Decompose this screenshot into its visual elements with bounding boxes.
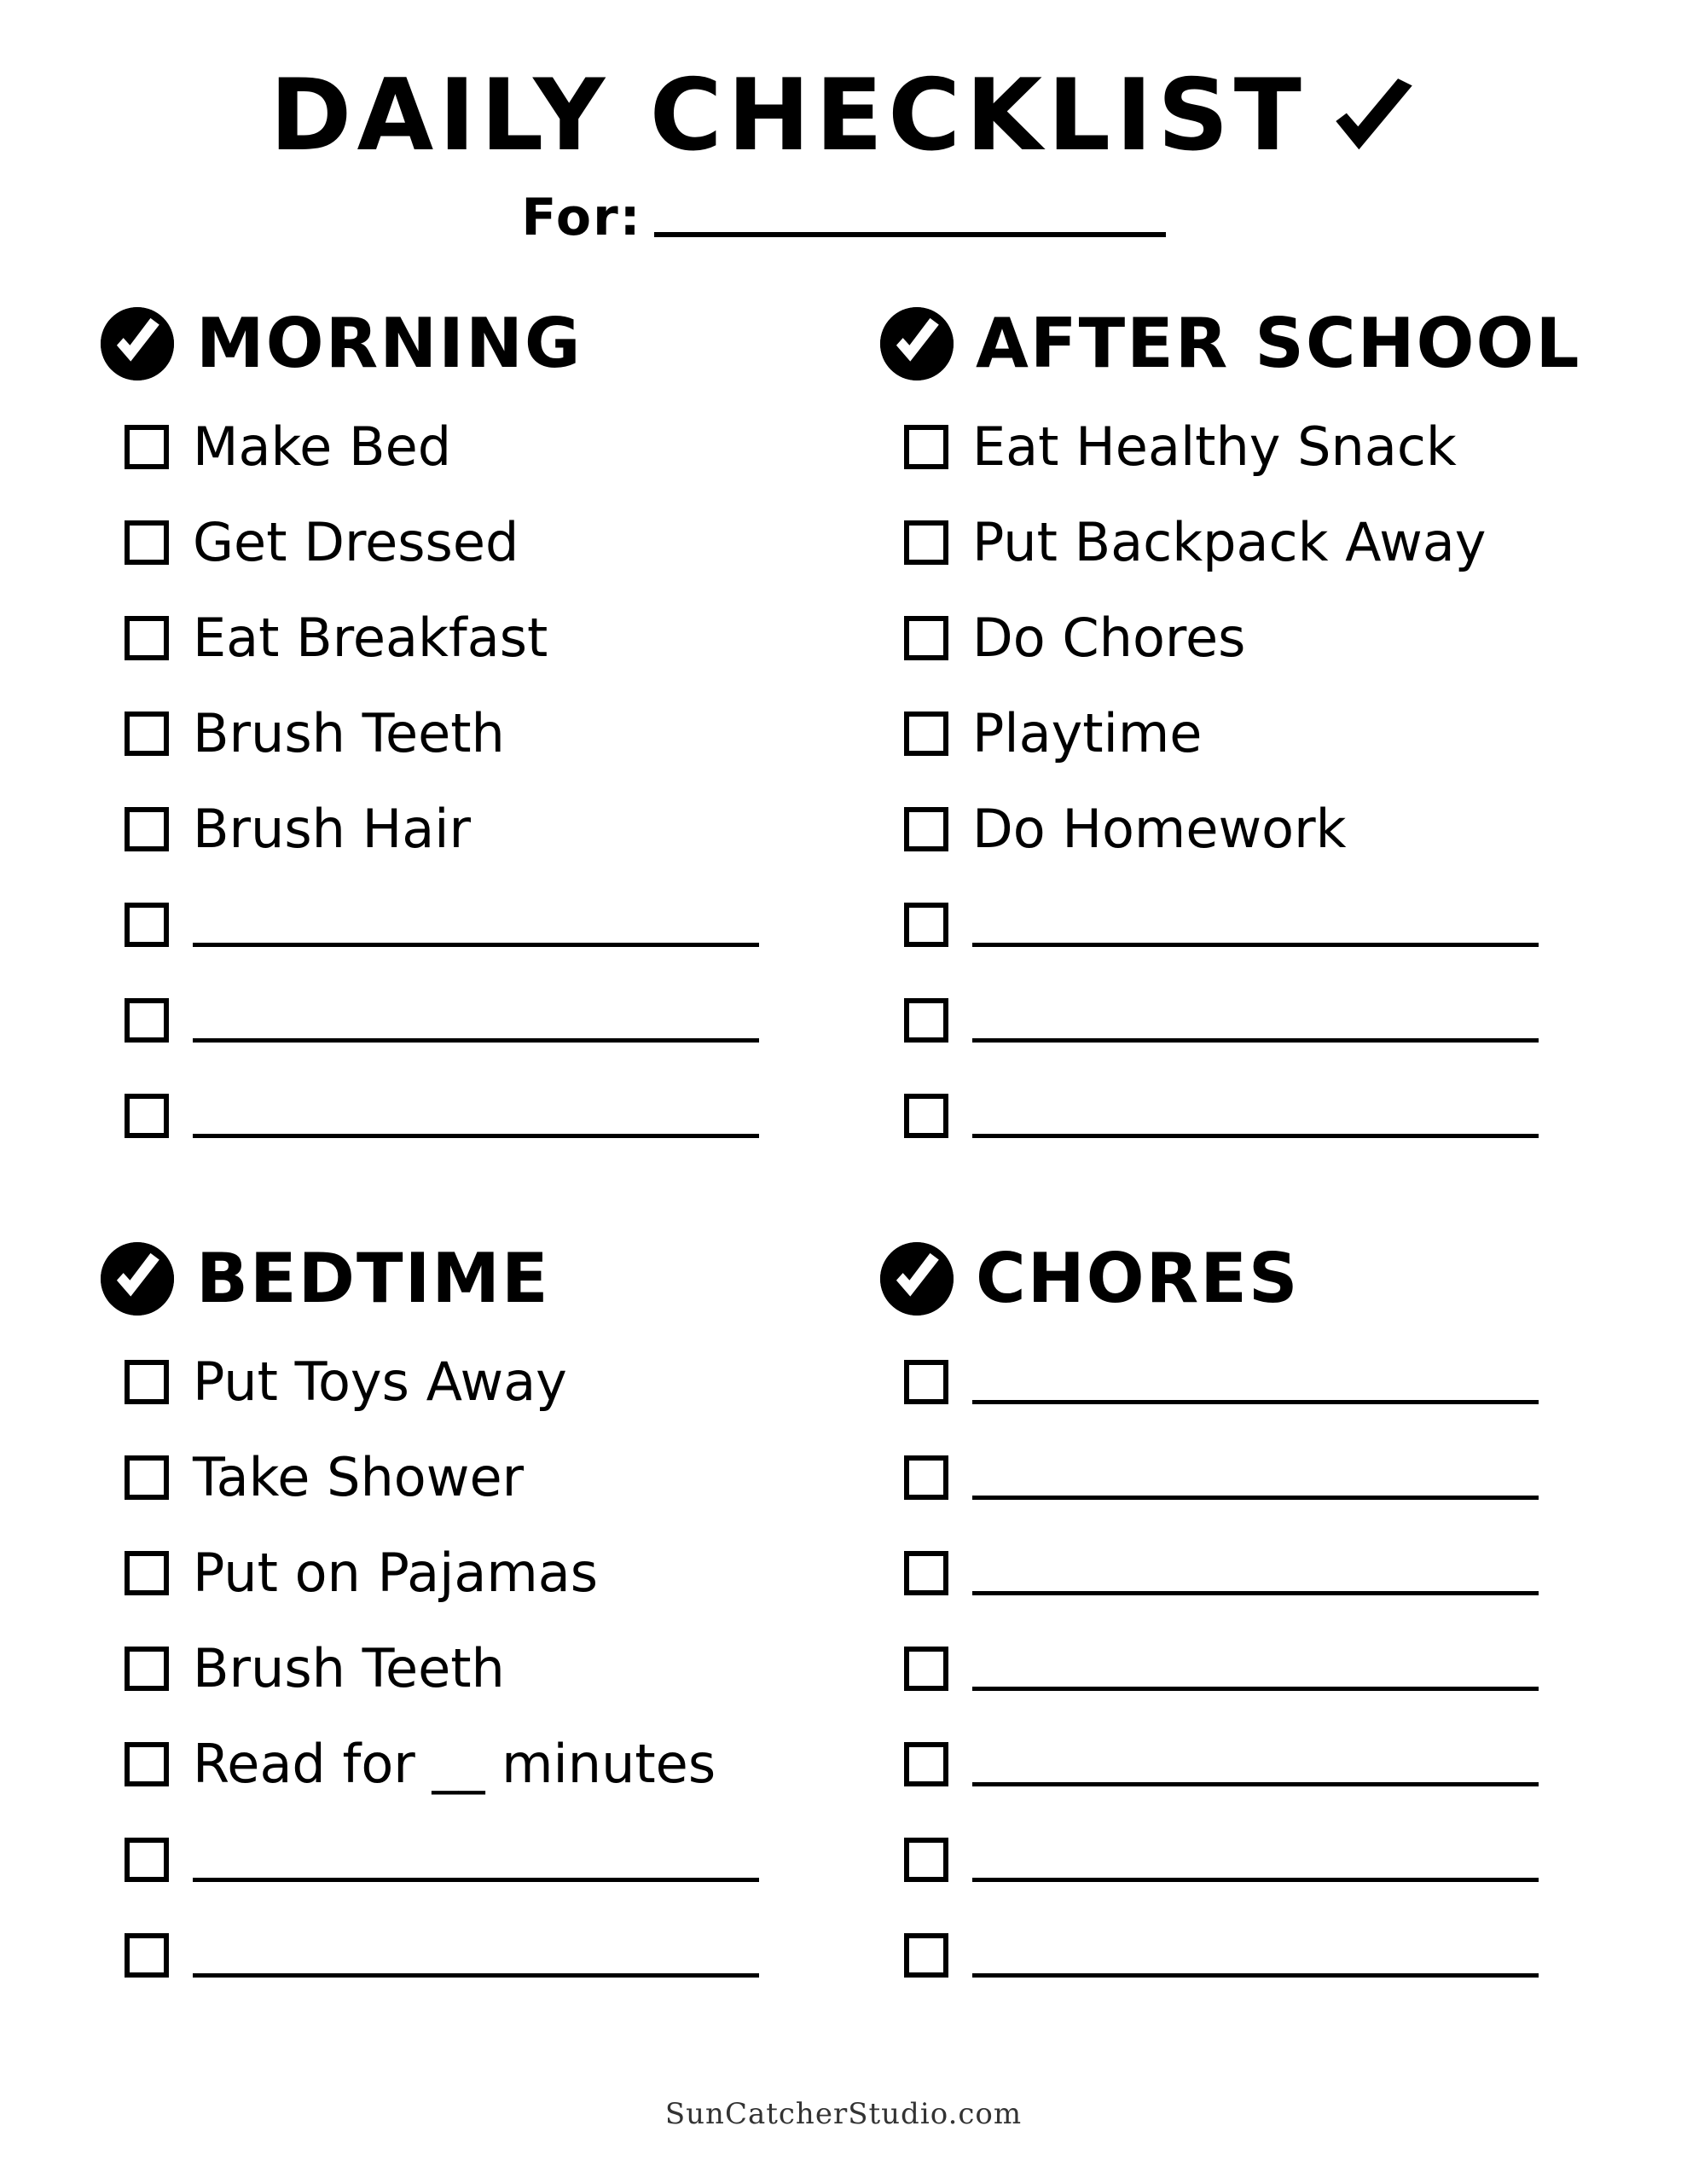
list-item[interactable] — [85, 1430, 822, 1525]
item-label: Put on Pajamas — [193, 1542, 599, 1605]
sections-grid — [85, 304, 1602, 2003]
list-item-blank[interactable] — [865, 1430, 1602, 1525]
checkbox[interactable] — [125, 1742, 169, 1786]
checkbox[interactable] — [904, 520, 948, 565]
checkbox[interactable] — [125, 998, 169, 1043]
items-morning — [85, 399, 822, 1164]
section-title: AFTER SCHOOL — [976, 304, 1581, 383]
section-header-morning — [85, 304, 822, 383]
items-bedtime — [85, 1334, 822, 2003]
list-item[interactable] — [85, 686, 822, 781]
list-item-blank[interactable] — [865, 1525, 1602, 1621]
list-item-blank[interactable] — [865, 973, 1602, 1068]
item-label: Read for __ minutes — [193, 1733, 716, 1796]
items-after-school — [865, 399, 1602, 1164]
list-item[interactable] — [85, 1525, 822, 1621]
write-in-line[interactable] — [972, 1968, 1539, 1978]
item-label: Put Backpack Away — [972, 511, 1487, 574]
check-circle-icon — [101, 307, 174, 380]
checkbox[interactable] — [904, 1742, 948, 1786]
page-title: DAILY CHECKLIST — [270, 58, 1307, 173]
title-row — [85, 58, 1602, 173]
list-item-blank[interactable] — [85, 1068, 822, 1164]
list-item-blank[interactable] — [865, 877, 1602, 973]
list-item[interactable] — [85, 399, 822, 495]
checkbox[interactable] — [904, 1551, 948, 1595]
checkbox[interactable] — [125, 1094, 169, 1138]
item-label: Eat Breakfast — [193, 607, 548, 670]
list-item[interactable] — [865, 495, 1602, 590]
list-item[interactable] — [85, 1621, 822, 1716]
item-label: Get Dressed — [193, 511, 519, 574]
for-label: For: — [521, 188, 642, 247]
check-mark-icon — [1329, 77, 1417, 166]
list-item[interactable] — [865, 781, 1602, 877]
checkbox[interactable] — [125, 1551, 169, 1595]
checkbox[interactable] — [904, 1838, 948, 1882]
checkbox[interactable] — [125, 1647, 169, 1691]
section-title: BEDTIME — [196, 1239, 550, 1318]
checkbox[interactable] — [904, 1933, 948, 1978]
section-bedtime — [85, 1239, 822, 2003]
checkbox[interactable] — [125, 903, 169, 947]
list-item[interactable] — [85, 495, 822, 590]
checkbox[interactable] — [904, 616, 948, 660]
list-item[interactable] — [85, 590, 822, 686]
footer-credit: SunCatcherStudio.com — [664, 2097, 1023, 2131]
write-in-line[interactable] — [972, 1586, 1539, 1595]
checkbox[interactable] — [125, 1455, 169, 1500]
write-in-line[interactable] — [193, 1873, 759, 1882]
section-header-chores — [865, 1239, 1602, 1318]
list-item-blank[interactable] — [865, 1908, 1602, 2003]
items-chores — [865, 1334, 1602, 2003]
list-item-blank[interactable] — [85, 877, 822, 973]
write-in-line[interactable] — [193, 938, 759, 947]
write-in-line[interactable] — [972, 1777, 1539, 1786]
write-in-line[interactable] — [972, 1033, 1539, 1043]
list-item[interactable] — [865, 686, 1602, 781]
checkbox[interactable] — [904, 1360, 948, 1404]
write-in-line[interactable] — [972, 1395, 1539, 1404]
for-input-line[interactable] — [654, 224, 1166, 237]
item-label: Do Chores — [972, 607, 1246, 670]
section-header-bedtime — [85, 1239, 822, 1318]
section-chores — [865, 1239, 1602, 2003]
section-title: CHORES — [976, 1239, 1300, 1318]
item-label: Take Shower — [193, 1446, 525, 1509]
checkbox[interactable] — [125, 616, 169, 660]
write-in-line[interactable] — [972, 1129, 1539, 1138]
list-item-blank[interactable] — [865, 1812, 1602, 1908]
checkbox[interactable] — [125, 520, 169, 565]
list-item[interactable] — [85, 1716, 822, 1812]
section-header-after-school — [865, 304, 1602, 383]
checkbox[interactable] — [904, 998, 948, 1043]
list-item-blank[interactable] — [865, 1716, 1602, 1812]
item-label: Brush Hair — [193, 798, 471, 861]
page-header — [85, 0, 1602, 247]
check-circle-icon — [101, 1242, 174, 1316]
write-in-line[interactable] — [193, 1129, 759, 1138]
checkbox[interactable] — [125, 1933, 169, 1978]
list-item-blank[interactable] — [85, 1812, 822, 1908]
check-circle-icon — [880, 307, 954, 380]
checkbox[interactable] — [125, 425, 169, 469]
item-label: Brush Teeth — [193, 1637, 505, 1700]
list-item[interactable] — [85, 1334, 822, 1430]
section-morning — [85, 304, 822, 1164]
checkbox[interactable] — [904, 1647, 948, 1691]
list-item-blank[interactable] — [865, 1621, 1602, 1716]
checkbox[interactable] — [125, 712, 169, 756]
for-field-row — [85, 188, 1602, 247]
write-in-line[interactable] — [972, 1682, 1539, 1691]
item-label: Make Bed — [193, 415, 452, 479]
write-in-line[interactable] — [193, 1033, 759, 1043]
checkbox[interactable] — [904, 1094, 948, 1138]
checkbox[interactable] — [904, 903, 948, 947]
list-item-blank[interactable] — [865, 1334, 1602, 1430]
write-in-line[interactable] — [193, 1968, 759, 1978]
item-label: Brush Teeth — [193, 702, 505, 765]
section-after-school — [865, 304, 1602, 1164]
write-in-line[interactable] — [972, 938, 1539, 947]
checkbox[interactable] — [904, 712, 948, 756]
list-item-blank[interactable] — [85, 1908, 822, 2003]
item-label: Put Toys Away — [193, 1350, 567, 1414]
write-in-line[interactable] — [972, 1873, 1539, 1882]
checkbox[interactable] — [125, 1360, 169, 1404]
list-item[interactable] — [85, 781, 822, 877]
checkbox[interactable] — [904, 1455, 948, 1500]
write-in-line[interactable] — [972, 1490, 1539, 1500]
list-item[interactable] — [865, 590, 1602, 686]
item-label: Playtime — [972, 702, 1203, 765]
checkbox[interactable] — [904, 807, 948, 851]
list-item-blank[interactable] — [85, 973, 822, 1068]
checkbox[interactable] — [904, 425, 948, 469]
checkbox[interactable] — [125, 807, 169, 851]
checkbox[interactable] — [125, 1838, 169, 1882]
check-circle-icon — [880, 1242, 954, 1316]
item-label: Eat Healthy Snack — [972, 415, 1457, 479]
list-item[interactable] — [865, 399, 1602, 495]
item-label: Do Homework — [972, 798, 1347, 861]
list-item-blank[interactable] — [865, 1068, 1602, 1164]
section-title: MORNING — [196, 304, 583, 383]
